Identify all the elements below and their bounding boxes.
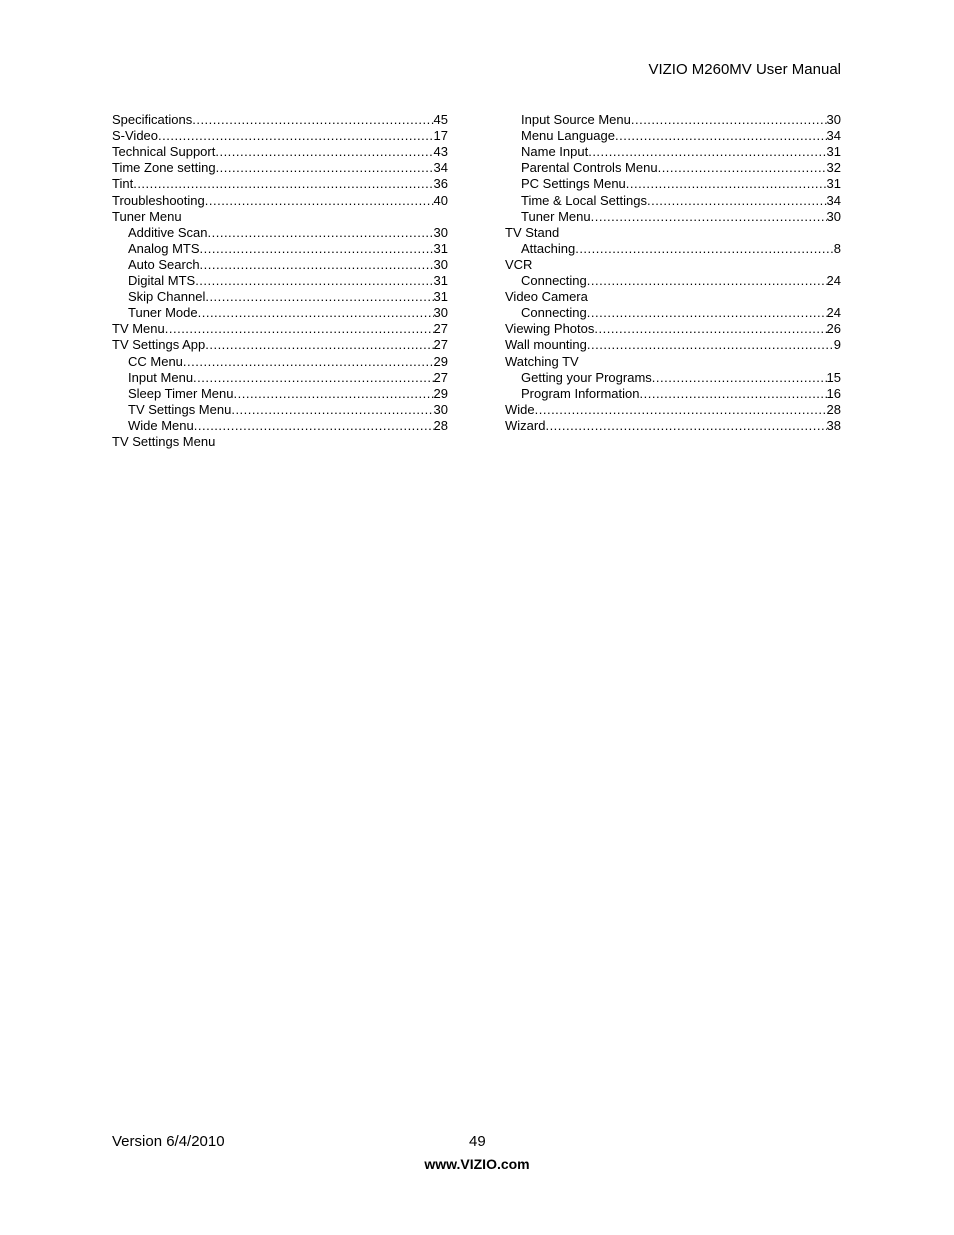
index-entry-label: Additive Scan (128, 224, 208, 240)
index-entry-label: Tint (112, 176, 134, 192)
dot-leader (205, 193, 434, 209)
index-entry (505, 257, 841, 273)
index-entry-label: Input Source Menu (521, 112, 631, 128)
index-entry-label: Tuner Mode (128, 305, 198, 321)
index-entry-label: Video Camera (505, 289, 588, 305)
dot-leader (658, 160, 827, 176)
index-entry-page: 34 (826, 192, 841, 208)
index-entry (505, 225, 841, 241)
index-entry (505, 305, 841, 321)
index-entry-label: TV Settings App (112, 337, 206, 353)
index-entry (112, 112, 448, 128)
index-entry (505, 192, 841, 208)
index-entry-page: 29 (433, 385, 448, 401)
dot-leader (631, 112, 827, 128)
dot-leader (535, 402, 827, 418)
dot-leader (158, 128, 434, 144)
dot-leader (231, 402, 433, 418)
dot-leader (587, 305, 827, 321)
index-entry (505, 209, 841, 225)
index-entry-label: VCR (505, 256, 533, 272)
index-column-right (505, 112, 841, 434)
index-entry-label: Connecting (521, 273, 587, 289)
index-entry-label: Wall mounting (505, 337, 587, 353)
index-entry-page: 31 (433, 273, 448, 289)
index-entry (505, 402, 841, 418)
index-entry (112, 418, 448, 434)
dot-leader (594, 321, 826, 337)
dot-leader (183, 354, 434, 370)
index-entry-page: 31 (433, 289, 448, 305)
index-entry (112, 192, 448, 208)
dot-leader (193, 370, 433, 386)
index-entry-page: 26 (826, 321, 841, 337)
index-entry-label: TV Settings Menu (128, 401, 232, 417)
dot-leader (588, 144, 826, 160)
index-entry-label: Getting your Programs (521, 369, 652, 385)
index-entry (112, 257, 448, 273)
index-entry-page: 30 (433, 401, 448, 417)
index-entry-page: 45 (433, 112, 448, 128)
dot-leader (192, 112, 433, 128)
dot-leader (640, 386, 827, 402)
dot-leader (587, 273, 827, 289)
index-entry (112, 128, 448, 144)
index-entry-label: Wide Menu (128, 417, 194, 433)
dot-leader (575, 241, 834, 257)
index-entry-page: 31 (826, 144, 841, 160)
dot-leader (208, 225, 434, 241)
dot-leader (647, 193, 827, 209)
index-entry (505, 418, 841, 434)
index-entry-label: Analog MTS (128, 240, 200, 256)
index-entry (112, 386, 448, 402)
index-entry (505, 289, 841, 305)
index-entry (505, 112, 841, 128)
index-entry-label: Connecting (521, 305, 587, 321)
manual-title: VIZIO M260MV User Manual (648, 61, 841, 78)
index-entry-label: PC Settings Menu (521, 176, 626, 192)
index-entry (505, 144, 841, 160)
index-entry-page: 30 (433, 305, 448, 321)
index-entry-label: Attaching (521, 240, 576, 256)
index-entry-label: Tuner Menu (112, 208, 182, 224)
index-entry-page: 30 (826, 112, 841, 128)
index-entry-page: 9 (833, 337, 841, 353)
dot-leader (615, 128, 827, 144)
version-label: Version 6/4/2010 (112, 1133, 225, 1150)
index-entry-page: 15 (826, 369, 841, 385)
index-entry-label: Digital MTS (128, 273, 196, 289)
index-entry (505, 337, 841, 353)
dot-leader (205, 337, 433, 353)
index-entry-label: TV Menu (112, 321, 165, 337)
dot-leader (234, 386, 434, 402)
index-entry (505, 386, 841, 402)
dot-leader (200, 241, 434, 257)
index-entry (112, 305, 448, 321)
index-entry (505, 241, 841, 257)
index-entry-label: Viewing Photos (505, 321, 595, 337)
website-url: www.VIZIO.com (424, 1156, 530, 1172)
index-entry-page: 30 (826, 208, 841, 224)
index-entry-page: 29 (433, 353, 448, 369)
index-entry-page: 34 (826, 128, 841, 144)
index-entry (112, 402, 448, 418)
index-entry-page: 17 (433, 128, 448, 144)
page-number: 49 (469, 1133, 486, 1150)
index-entry-label: Wide (505, 401, 535, 417)
index-entry (112, 321, 448, 337)
index-entry (112, 160, 448, 176)
index-entry-page: 28 (826, 401, 841, 417)
index-entry-page: 40 (433, 192, 448, 208)
index-entry (505, 273, 841, 289)
index-entry (112, 209, 448, 225)
dot-leader (215, 144, 433, 160)
index-entry-page: 30 (433, 256, 448, 272)
index-entry (505, 176, 841, 192)
index-entry-page: 27 (433, 369, 448, 385)
index-entry-page: 16 (826, 385, 841, 401)
index-entry-page: 28 (433, 417, 448, 433)
index-entry-page: 24 (826, 305, 841, 321)
index-entry-label: Input Menu (128, 369, 194, 385)
index-entry-page: 31 (826, 176, 841, 192)
index-entry-label: Time Zone setting (112, 160, 216, 176)
index-entry (112, 225, 448, 241)
index-entry-page: 32 (826, 160, 841, 176)
index-entry (112, 353, 448, 369)
index-entry-label: Parental Controls Menu (521, 160, 658, 176)
dot-leader (133, 176, 433, 192)
index-entry-label: Wizard (505, 417, 546, 433)
index-entry (112, 241, 448, 257)
dot-leader (195, 273, 433, 289)
index-entry-label: TV Settings Menu (112, 433, 216, 449)
index-column-left (112, 112, 448, 450)
dot-leader (200, 257, 434, 273)
index-entry (505, 353, 841, 369)
index-entry-label: Sleep Timer Menu (128, 385, 234, 401)
dot-leader (216, 160, 434, 176)
index-entry-page: 34 (433, 160, 448, 176)
index-entry-label: Menu Language (521, 128, 615, 144)
dot-leader (626, 176, 827, 192)
index-entry-page: 27 (433, 337, 448, 353)
index-entry-label: Skip Channel (128, 289, 206, 305)
index-entry-label: Tuner Menu (521, 208, 591, 224)
index-entry (505, 370, 841, 386)
index-entry-page: 30 (433, 224, 448, 240)
dot-leader (194, 418, 434, 434)
dot-leader (205, 289, 433, 305)
index-entry-label: Time & Local Settings (521, 192, 647, 208)
dot-leader (198, 305, 434, 321)
index-entry-label: Technical Support (112, 144, 216, 160)
index-entry (112, 273, 448, 289)
index-entry-page: 24 (826, 273, 841, 289)
dot-leader (591, 209, 827, 225)
index-entry (112, 337, 448, 353)
dot-leader (545, 418, 826, 434)
index-entry (112, 144, 448, 160)
index-entry-page: 38 (826, 417, 841, 433)
dot-leader (587, 337, 834, 353)
index-entry-label: TV Stand (505, 224, 560, 240)
index-entry-page: 43 (433, 144, 448, 160)
index-entry-page: 31 (433, 240, 448, 256)
index-entry (112, 370, 448, 386)
index-entry-label: Troubleshooting (112, 192, 205, 208)
index-entry-label: Auto Search (128, 256, 200, 272)
index-entry (112, 434, 448, 450)
index-entry-label: Name Input (521, 144, 589, 160)
index-entry (505, 321, 841, 337)
index-entry-page: 36 (433, 176, 448, 192)
index-entry-label: CC Menu (128, 353, 183, 369)
index-entry-page: 8 (833, 240, 841, 256)
index-entry (505, 160, 841, 176)
index-entry (112, 289, 448, 305)
index-entry (505, 128, 841, 144)
index-entry-page: 27 (433, 321, 448, 337)
index-entry (112, 176, 448, 192)
index-entry-label: Specifications (112, 112, 193, 128)
index-entry-label: Watching TV (505, 353, 579, 369)
index-entry-label: Program Information (521, 385, 640, 401)
dot-leader (165, 321, 434, 337)
index-entry-label: S-Video (112, 128, 159, 144)
dot-leader (652, 370, 827, 386)
